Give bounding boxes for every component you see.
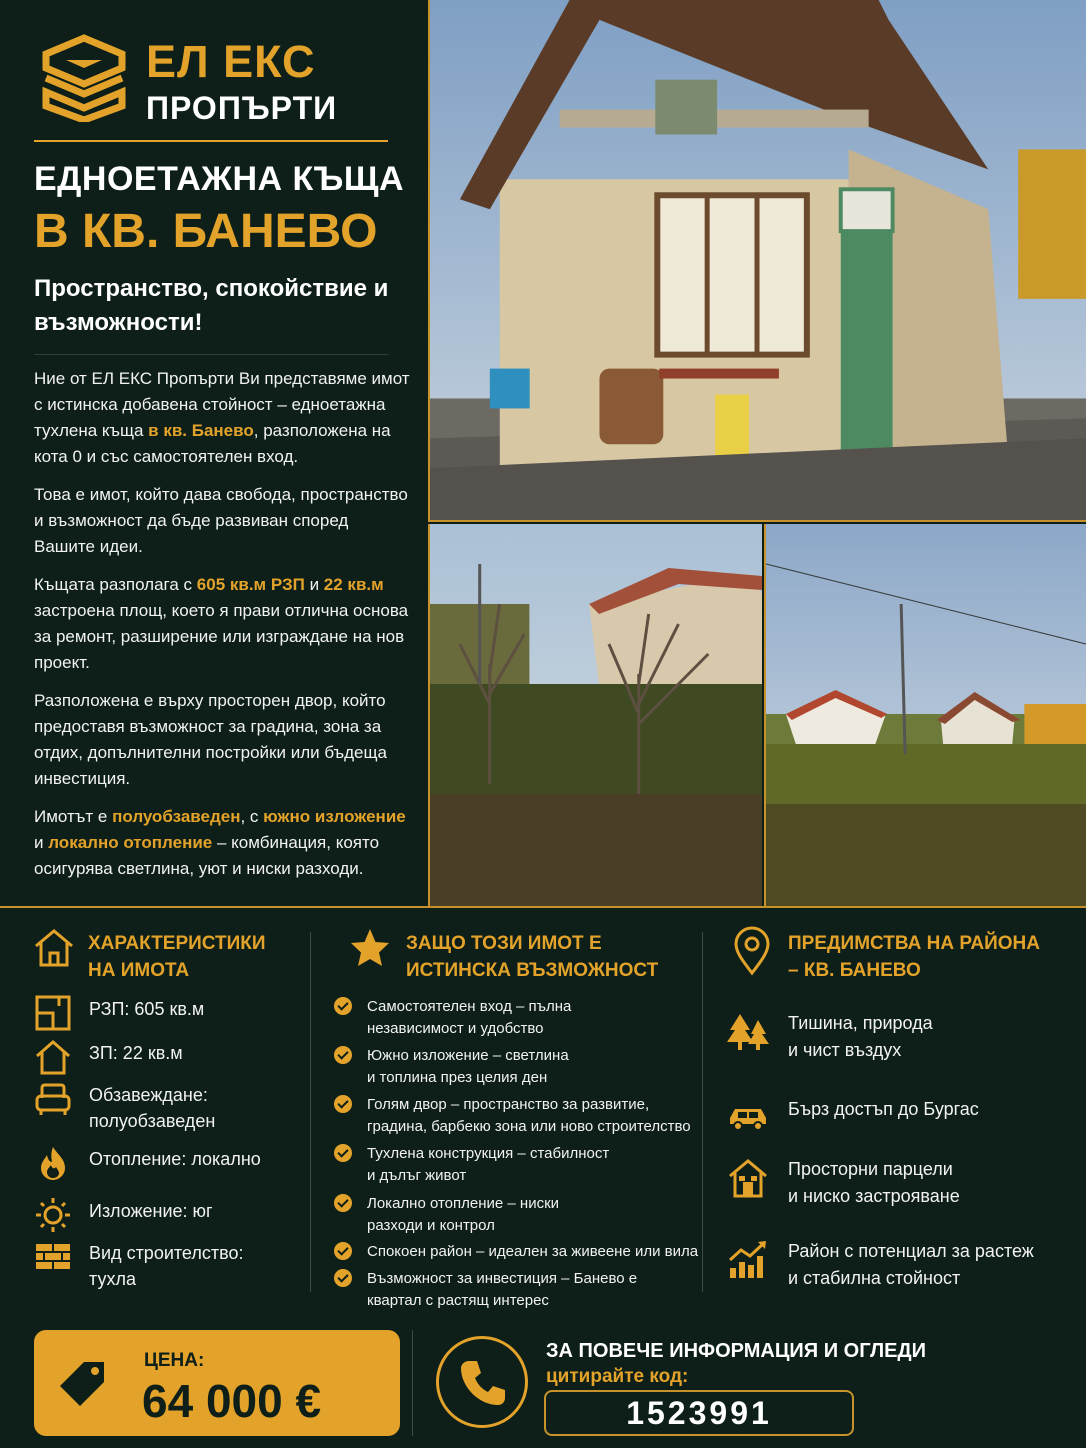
column-divider	[310, 932, 311, 1292]
star-icon	[348, 926, 392, 970]
opportunity-heading: ЗАЩО ТОЗИ ИМОТ Е ИСТИНСКА ВЪЗМОЖНОСТ	[406, 933, 659, 981]
trees-icon	[726, 1010, 770, 1054]
bottom-bar	[0, 1316, 1086, 1448]
highlight: 605 кв.м РЗП	[196, 575, 305, 594]
check-circle-icon	[334, 1194, 352, 1212]
check-circle-icon	[334, 1144, 352, 1162]
headline-line1: ЕДНОЕТАЖНА КЪЩА	[34, 160, 405, 198]
neighborhood-photo-image	[766, 524, 1086, 906]
check-circle-icon	[334, 1046, 352, 1064]
check-circle-icon	[334, 1095, 352, 1113]
property-code[interactable]: 1523991	[544, 1390, 854, 1436]
left-panel	[0, 0, 428, 906]
garden-photo[interactable]	[428, 524, 762, 906]
house-photo-image	[430, 0, 1086, 520]
stacked-ex-logo-icon	[36, 32, 132, 122]
features-section	[0, 906, 1086, 1316]
floor-plan-icon	[34, 994, 72, 1032]
price-tag-icon	[54, 1352, 114, 1412]
check-circle-icon	[334, 1269, 352, 1287]
description-paragraph-1: Ние от ЕЛ ЕКС Пропърти Ви представяме имот с истинска добавена стойност – едноетажна тухлена къща в кв. Банево, разположена на кота 0 и със самостоятелен вход.	[34, 369, 410, 466]
description-paragraph-3: Къщата разполага с 605 кв.м РЗП и 22 кв.м застроена площ, което я прави отлична основа за ремонт, разширение или изграждане на нов проект.	[34, 575, 409, 672]
house-plot-icon	[726, 1156, 770, 1200]
highlight: локално отопление	[48, 833, 213, 852]
spec-text: РЗП: 605 кв.м	[89, 999, 205, 1019]
highlight: южно изложение	[263, 807, 406, 826]
area-heading: ПРЕДИМСТВА НА РАЙОНА – КВ. БАНЕВО	[788, 933, 1040, 981]
car-icon	[726, 1096, 770, 1140]
house-icon	[34, 1038, 72, 1076]
location-pin-icon	[730, 926, 774, 976]
characteristics-heading: ХАРАКТЕРИСТИКИ НА ИМОТА	[88, 933, 266, 981]
contact-subheading: цитирайте код:	[546, 1366, 689, 1387]
sun-icon	[34, 1196, 72, 1234]
divider	[34, 354, 388, 355]
headline-subtitle: Пространство, спокойствие и възможности!	[34, 275, 389, 336]
house-outline-icon	[32, 926, 76, 970]
description-paragraph-2: Това е имот, който дава свобода, пространство и възможност да бъде развиван според Вашите идеи.	[34, 485, 408, 556]
armchair-icon	[34, 1080, 72, 1118]
description-paragraph-4: Разположена е върху просторен двор, който предоставя възможност за градина, зона за отдих, допълнителни постройки или бъдеща инвестиция.	[34, 691, 387, 788]
price-label: ЦЕНА:	[144, 1350, 205, 1371]
brand-name-line1: ЕЛ ЕКС	[146, 36, 316, 87]
phone-icon	[457, 1357, 509, 1409]
brand-name-line2: ПРОПЪРТИ	[146, 90, 338, 126]
highlight: 22 кв.м	[323, 575, 384, 594]
spec-text: ЗП: 22 кв.м	[89, 1043, 183, 1063]
headline-line2: В КВ. БАНЕВО	[34, 205, 378, 258]
neighborhood-photo[interactable]	[764, 524, 1086, 906]
area-column: ПРЕДИМСТВА НА РАЙОНА – КВ. БАНЕВО Тишина, природа и чист въздух Бърз достъп до Бургас Просторни парцели и ниско застрояване Район с потенциал за растеж и стабилна стойност	[704, 908, 1086, 1318]
spec-text: Отопление: локално	[89, 1149, 261, 1169]
flame-icon	[34, 1144, 72, 1182]
price-box	[34, 1330, 400, 1436]
opportunity-column: ЗАЩО ТОЗИ ИМОТ Е ИСТИНСКА ВЪЗМОЖНОСТ Самостоятелен вход – пълна независимост и удобство Южно изложение – светлина и топлина през целия ден Голям двор – пространство за развитие, градина, барбекю зона или ново строителство Тухлена конструкция – стабилност и дълъг живот Локално отопление – ниски разходи и контрол Спокоен район – идеален за живеене или вила Възможност за инвестиция – Банево е квартал с растящ интерес	[312, 908, 702, 1318]
brand-logo[interactable]	[36, 32, 396, 126]
description	[34, 366, 414, 894]
contact-heading: ЗА ПОВЕЧЕ ИНФОРМАЦИЯ И ОГЛЕДИ	[546, 1340, 927, 1362]
spec-text: Вид строителство: тухла	[89, 1243, 244, 1289]
spec-text: Изложение: юг	[89, 1201, 213, 1221]
phone-button[interactable]	[436, 1336, 528, 1428]
description-paragraph-5: Имотът е полуобзаведен, с южно изложение и локално отопление – комбинация, която осигурява светлина, уют и ниски разходи.	[34, 807, 406, 878]
highlight: в кв. Банево	[148, 421, 254, 440]
house-photo[interactable]	[428, 0, 1086, 522]
growth-chart-icon	[726, 1238, 770, 1282]
spec-text: Обзавеждане: полуобзаведен	[89, 1085, 216, 1131]
check-circle-icon	[334, 1242, 352, 1260]
check-circle-icon	[334, 997, 352, 1015]
highlight: полуобзаведен	[112, 807, 241, 826]
column-divider	[702, 932, 703, 1292]
divider	[34, 140, 388, 142]
divider	[412, 1330, 413, 1436]
garden-photo-image	[430, 524, 762, 906]
bricks-icon	[34, 1238, 72, 1276]
characteristics-column	[0, 908, 310, 1318]
price-value: 64 000 €	[142, 1375, 322, 1427]
